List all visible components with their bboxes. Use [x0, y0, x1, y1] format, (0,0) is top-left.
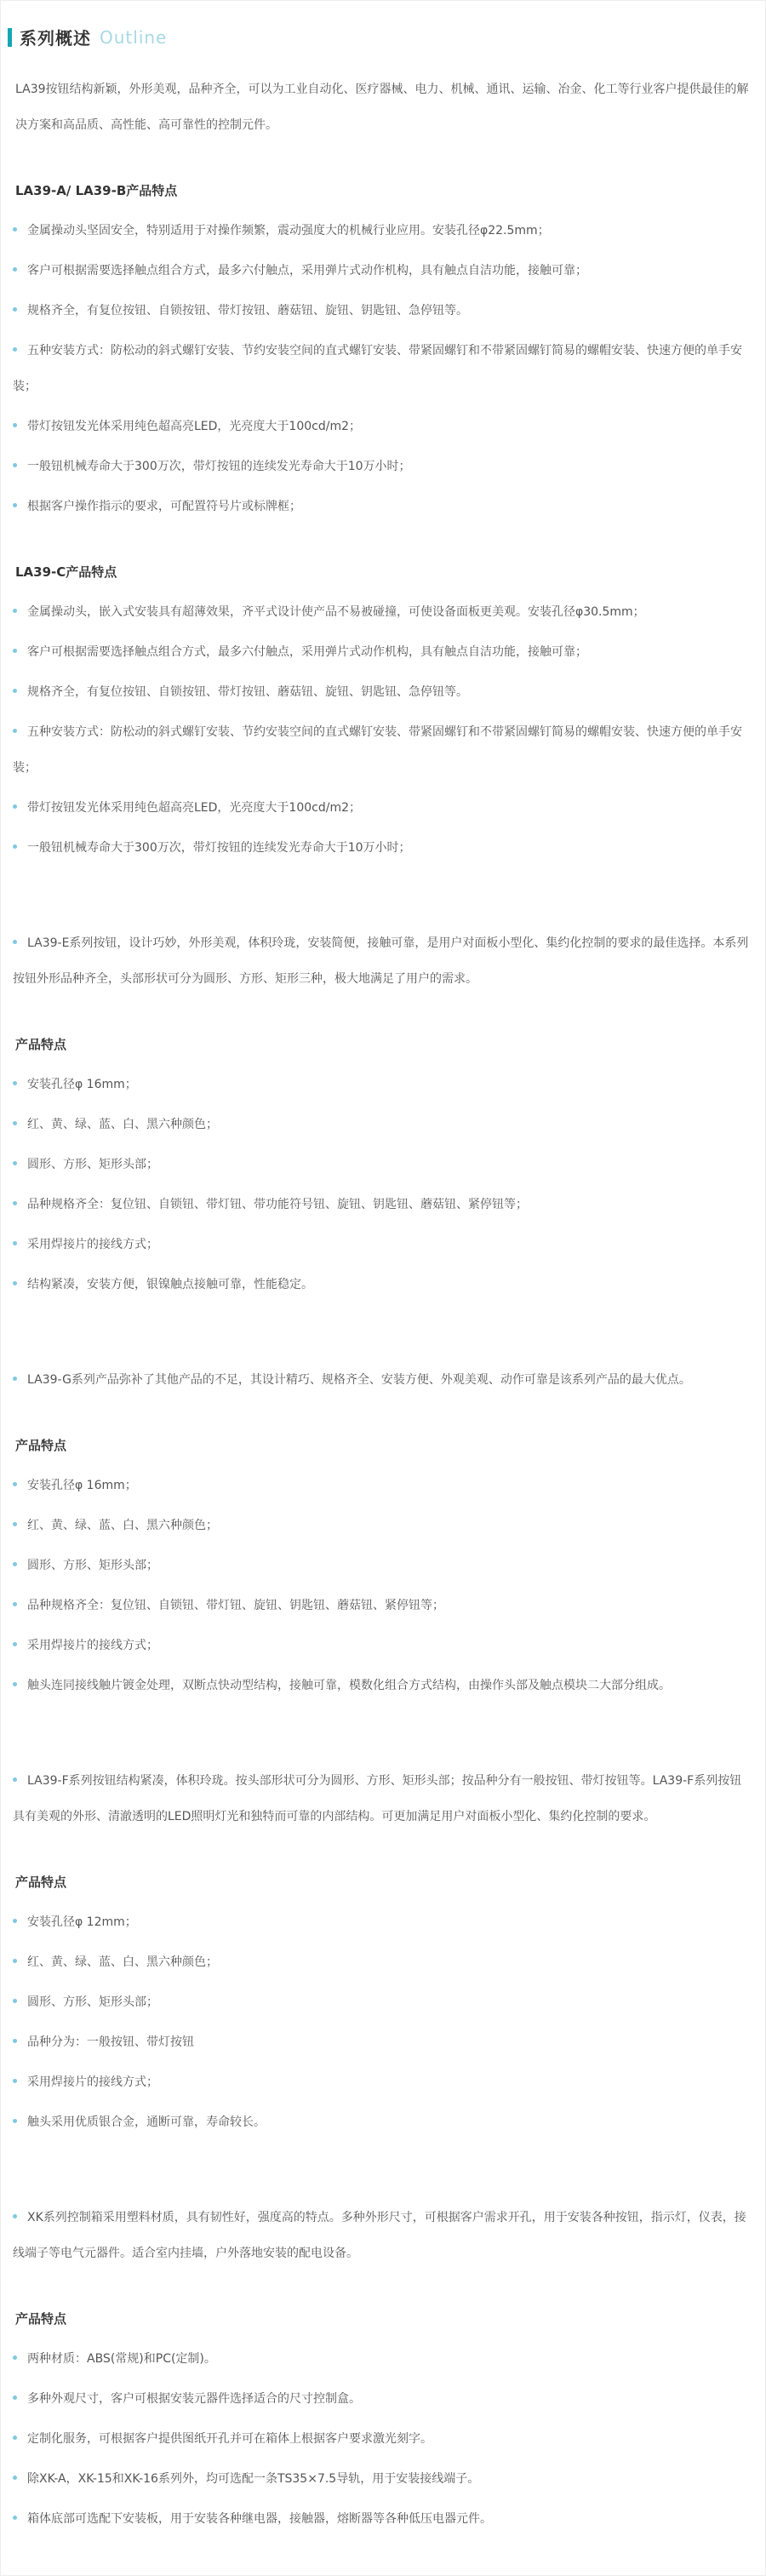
section-lead	[8, 2200, 753, 2271]
bullet-dot-icon	[13, 2119, 17, 2123]
bullet-dot-icon	[13, 503, 17, 507]
bullet-dot-icon	[13, 2476, 17, 2480]
bullet-text: 一般钮机械寿命大于300万次，带灯按钮的连续发光寿命大于10万小时；	[27, 841, 411, 855]
page-title	[8, 25, 757, 49]
bullet-dot-icon	[13, 729, 17, 733]
bullet-item	[8, 594, 753, 630]
bullet-dot-icon	[13, 844, 17, 849]
bullet-text: 红、黄、绿、蓝、白、黑六种颜色；	[27, 1519, 218, 1532]
bullet-dot-icon	[13, 1281, 17, 1285]
bullet-item	[8, 2421, 753, 2457]
bullet-item	[8, 253, 753, 289]
bullet-dot-icon	[13, 1919, 17, 1923]
bullet-text: 根据客户操作指示的要求，可配置符号片或标牌框；	[27, 500, 301, 513]
bullet-dot-icon	[13, 1201, 17, 1205]
bullet-dot-icon	[13, 649, 17, 653]
section	[8, 182, 753, 524]
section-lead	[8, 1763, 753, 1835]
bullet-text: 红、黄、绿、蓝、白、黑六种颜色；	[27, 1955, 218, 1969]
bullet-dot-icon	[13, 1602, 17, 1606]
bullet-dot-icon	[13, 1562, 17, 1566]
page-title-cn: 系列概述	[20, 28, 91, 49]
bullet-text: 客户可根据需要选择触点组合方式，最多六付触点，采用弹片式动作机构，具有触点自洁功能，接触可靠；	[27, 645, 587, 659]
bullet-dot-icon	[13, 689, 17, 693]
bullet-text: XK系列控制箱采用塑料材质，具有韧性好，强度高的特点。多种外形尺寸，可根据客户需求开孔，用于安装各种按钮，指示灯，仪表，接线端子等电气元器件。适合室内挂墙，户外落地安装的配电设备。	[13, 2211, 746, 2260]
bullet-dot-icon	[13, 2436, 17, 2440]
bullet-dot-icon	[13, 227, 17, 232]
bullet-dot-icon	[13, 1377, 17, 1381]
bullet-item	[8, 449, 753, 484]
bullet-text: 品种规格齐全：复位钮、自锁钮、带灯钮、旋钮、钥匙钮、蘑菇钮、紧停钮等；	[27, 1599, 444, 1612]
section	[8, 2200, 753, 2537]
bullet-dot-icon	[13, 1241, 17, 1245]
bullet-text: 安装孔径φ 12mm；	[27, 1915, 137, 1929]
bullet-text: 带灯按钮发光体采用纯色超高亮LED，光亮度大于100cd/m2；	[27, 801, 361, 815]
bullet-text: 两种材质：ABS(常规)和PC(定制)。	[27, 2352, 216, 2366]
section	[8, 925, 753, 1302]
bullet-dot-icon	[13, 609, 17, 613]
bullet-text: 除XK-A，XK-15和XK-16系列外，均可选配一条TS35×7.5导轨，用于安装接线端子。	[27, 2472, 480, 2486]
title-accent-bar-icon	[8, 28, 12, 47]
bullet-item	[8, 2461, 753, 2497]
bullet-item	[8, 293, 753, 329]
section-heading: LA39-A/ LA39-B产品特点	[15, 183, 178, 198]
bullet-text: 规格齐全，有复位按钮、自锁按钮、带灯按钮、蘑菇钮、旋钮、钥匙钮、急停钮等。	[27, 685, 468, 699]
bullet-text: 五种安装方式：防松动的斜式螺钉安装、节约安装空间的直式螺钉安装、带紧固螺钉和不带紧固螺钉简易的螺帽安装、快速方便的单手安装；	[13, 725, 742, 775]
bullet-text: 金属操动头，嵌入式安装具有超薄效果，齐平式设计使产品不易被碰撞，可使设备面板更美观。安装孔径φ30.5mm；	[27, 605, 645, 619]
bullet-item	[8, 1588, 753, 1623]
bullet-text: 安装孔径φ 16mm；	[27, 1479, 137, 1492]
bullet-dot-icon	[13, 1777, 17, 1782]
bullet-item	[8, 2024, 753, 2060]
bullet-dot-icon	[13, 940, 17, 944]
bullet-text: 带灯按钮发光体采用纯色超高亮LED，光亮度大于100cd/m2；	[27, 420, 361, 433]
bullet-item	[8, 2381, 753, 2417]
bullet-item	[8, 489, 753, 524]
bullet-text: 采用焊接片的接线方式；	[27, 1238, 158, 1251]
bullet-text: 圆形、方形、矩形头部；	[27, 1995, 158, 2009]
bullet-dot-icon	[13, 267, 17, 272]
bullet-text: 采用焊接片的接线方式；	[27, 2075, 158, 2089]
bullet-dot-icon	[13, 1121, 17, 1125]
bullet-text: 红、黄、绿、蓝、白、黑六种颜色；	[27, 1118, 218, 1131]
bullet-dot-icon	[13, 1482, 17, 1486]
bullet-dot-icon	[13, 1999, 17, 2003]
bullet-text: 结构紧凑，安装方便，银镍触点接触可靠，性能稳定。	[27, 1278, 313, 1291]
bullet-item	[8, 2341, 753, 2377]
bullet-dot-icon	[13, 2356, 17, 2360]
bullet-dot-icon	[13, 1081, 17, 1085]
bullet-text: 定制化服务，可根据客户提供图纸开孔并可在箱体上根据客户要求激光刻字。	[27, 2432, 432, 2446]
bullet-text: 多种外观尺寸，客户可根据安装元器件选择适合的尺寸控制盒。	[27, 2392, 361, 2406]
bullet-item	[8, 2104, 753, 2140]
bullet-text: LA39-F系列按钮结构紧凑，体积玲珑。按头部形状可分为圆形、方形、矩形头部；按品种分有一般按钮、带灯按钮等。LA39-F系列按钮具有美观的外形、清澈透明的LED照明灯光和独特而可靠的内部结构。可更加满足用户对面板小型化、集约化控制的要求。	[13, 1774, 742, 1823]
bullet-text: 金属操动头坚固安全，特别适用于对操作频繁，震动强度大的机械行业应用。安装孔径φ22.5mm；	[27, 224, 550, 238]
bullet-text: 触头采用优质银合金，通断可靠，寿命较长。	[27, 2115, 266, 2129]
bullet-text: LA39-E系列按钮，设计巧妙，外形美观，体积玲珑，安装简便，接触可靠，是用户对面板小型化、集约化控制的要求的最佳选择。本系列按钮外形品种齐全，头部形状可分为圆形、方形、矩形三种，极大地满足了用户的需求。	[13, 936, 749, 986]
bullet-dot-icon	[13, 1959, 17, 1963]
bullet-text: LA39-G系列产品弥补了其他产品的不足，其设计精巧、规格齐全、安装方便、外观美观、动作可靠是该系列产品的最大优点。	[27, 1373, 691, 1387]
section	[8, 564, 753, 866]
sections	[8, 182, 757, 2537]
page-title-en: Outline	[100, 26, 168, 48]
bullet-text: 品种分为：一般按钮、带灯按钮	[27, 2035, 194, 2049]
bullet-dot-icon	[13, 2039, 17, 2043]
bullet-item	[8, 1187, 753, 1222]
section-heading: LA39-C产品特点	[15, 564, 117, 580]
bullet-item	[8, 1147, 753, 1182]
bullet-dot-icon	[13, 2214, 17, 2218]
section-heading: 产品特点	[15, 1438, 67, 1453]
bullet-item	[8, 1548, 753, 1583]
bullet-text: 箱体底部可选配下安装板，用于安装各种继电器，接触器，熔断器等各种低压电器元件。	[27, 2512, 492, 2526]
section	[8, 1362, 753, 1703]
bullet-text: 一般钮机械寿命大于300万次，带灯按钮的连续发光寿命大于10万小时；	[27, 460, 411, 473]
bullet-item	[8, 1628, 753, 1663]
bullet-item	[8, 409, 753, 444]
bullet-item	[8, 213, 753, 249]
bullet-dot-icon	[13, 804, 17, 809]
bullet-dot-icon	[13, 2516, 17, 2520]
section	[8, 1763, 753, 2140]
bullet-item	[8, 1668, 753, 1703]
bullet-item	[8, 674, 753, 710]
bullet-dot-icon	[13, 1642, 17, 1646]
bullet-text: 规格齐全，有复位按钮、自锁按钮、带灯按钮、蘑菇钮、旋钮、钥匙钮、急停钮等。	[27, 304, 468, 318]
bullet-dot-icon	[13, 423, 17, 427]
bullet-item	[8, 1468, 753, 1503]
bullet-text: 安装孔径φ 16mm；	[27, 1078, 137, 1091]
bullet-item	[8, 830, 753, 866]
bullet-item	[8, 1067, 753, 1102]
bullet-text: 采用焊接片的接线方式；	[27, 1639, 158, 1652]
bullet-item	[8, 1904, 753, 1940]
bullet-dot-icon	[13, 1682, 17, 1686]
bullet-dot-icon	[13, 463, 17, 467]
bullet-item	[8, 2501, 753, 2537]
bullet-text: 触头连同接线触片镀金处理，双断点快动型结构，接触可靠，模数化组合方式结构，由操作头部及触点模块二大部分组成。	[27, 1679, 671, 1692]
bullet-item	[8, 1267, 753, 1302]
intro-paragraph: LA39按钮结构新颖，外形美观，品种齐全，可以为工业自动化、医疗器械、电力、机械、通讯、运输、冶金、化工等行业客户提供最佳的解决方案和高品质、高性能、高可靠性的控制元件。	[15, 83, 749, 132]
bullet-item	[8, 790, 753, 826]
bullet-item	[8, 1107, 753, 1142]
bullet-text: 品种规格齐全：复位钮、自锁钮、带灯钮、带功能符号钮、旋钮、钥匙钮、蘑菇钮、紧停钮等；	[27, 1198, 528, 1211]
bullet-dot-icon	[13, 347, 17, 352]
bullet-item	[8, 1984, 753, 2020]
section-heading: 产品特点	[15, 2311, 67, 2327]
bullet-dot-icon	[13, 307, 17, 312]
bullet-item	[8, 714, 753, 786]
bullet-item	[8, 333, 753, 404]
bullet-item	[8, 2064, 753, 2100]
bullet-dot-icon	[13, 1522, 17, 1526]
bullet-item	[8, 1227, 753, 1262]
section-lead	[8, 1362, 753, 1398]
section-lead	[8, 925, 753, 997]
section-heading: 产品特点	[15, 1037, 67, 1052]
section-heading: 产品特点	[15, 1875, 67, 1890]
bullet-dot-icon	[13, 1161, 17, 1165]
bullet-dot-icon	[13, 2396, 17, 2400]
bullet-text: 五种安装方式：防松动的斜式螺钉安装、节约安装空间的直式螺钉安装、带紧固螺钉和不带紧固螺钉简易的螺帽安装、快速方便的单手安装；	[13, 344, 742, 393]
bullet-item	[8, 634, 753, 670]
bullet-dot-icon	[13, 2079, 17, 2083]
bullet-text: 圆形、方形、矩形头部；	[27, 1559, 158, 1572]
bullet-text: 圆形、方形、矩形头部；	[27, 1158, 158, 1171]
bullet-item	[8, 1508, 753, 1543]
bullet-text: 客户可根据需要选择触点组合方式，最多六付触点，采用弹片式动作机构，具有触点自洁功能，接触可靠；	[27, 264, 587, 278]
bullet-item	[8, 1944, 753, 1980]
